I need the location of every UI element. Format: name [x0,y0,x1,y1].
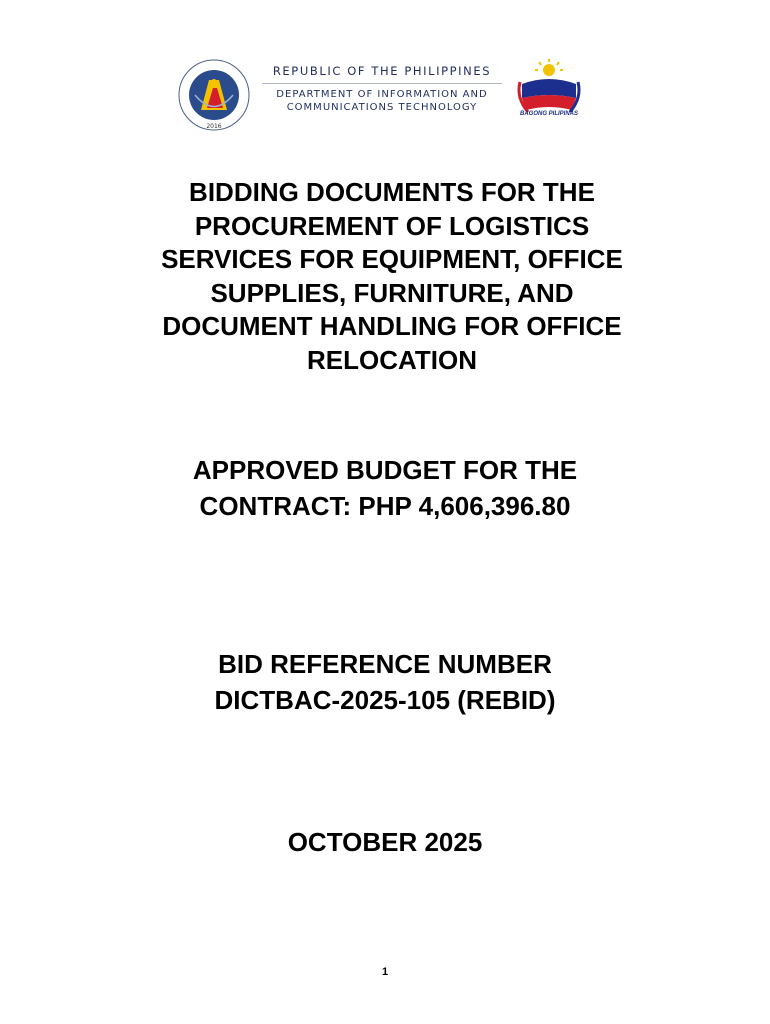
title-line: PROCUREMENT OF LOGISTICS [194,210,590,241]
bid-ref-line: DICTBAC-2025-105 (REBID) [214,685,556,715]
letterhead [0,0,770,140]
page-number: 1 [381,966,389,978]
title-line: SERVICES FOR EQUIPMENT, OFFICE [161,244,623,274]
bid-ref-line: BID REFERENCE NUMBER [218,649,552,679]
budget-line: APPROVED BUDGET FOR THE [192,455,578,485]
budget-line: CONTRACT: PHP 4,606,396.80 [199,491,571,521]
title-line: RELOCATION [307,344,477,375]
republic-label: REPUBLIC OF THE PHILIPPINES [262,64,502,84]
document-date: OCTOBER 2025 [287,827,483,857]
bid-reference [90,646,680,718]
dict-seal-icon [177,58,251,132]
agency-name [262,64,502,114]
bagong-pilipinas-label: BAGONG PILIPINAS [519,111,578,117]
seal-year: 2016 [206,123,222,130]
title-line: BIDDING DOCUMENTS FOR THE [189,177,595,207]
department-line1: DEPARTMENT OF INFORMATION AND [276,89,488,100]
title-line: DOCUMENT HANDLING FOR OFFICE [162,311,622,341]
title-line: SUPPLIES, FURNITURE, AND [210,277,574,308]
department-line2: COMMUNICATIONS TECHNOLOGY [286,102,478,113]
approved-budget [90,452,680,524]
document-title [90,176,694,377]
